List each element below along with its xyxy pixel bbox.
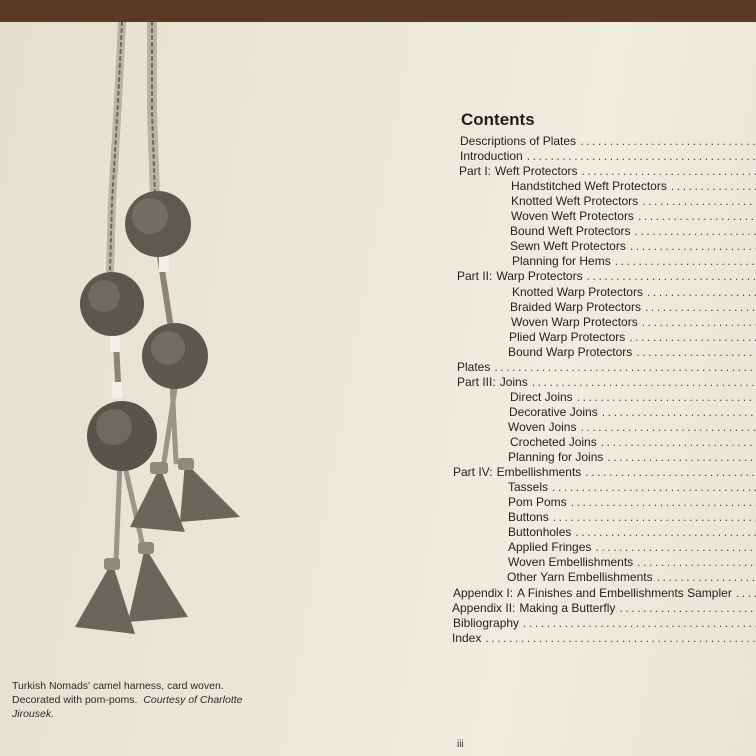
toc-leader-dots [619,601,756,616]
toc-entry [453,586,756,601]
toc-leader-dots [671,179,756,194]
toc-entry [508,345,756,360]
toc-leader-dots [494,360,756,375]
toc-entry-label: Woven Joins [508,419,577,434]
toc-entry [510,435,756,450]
toc-entry [508,510,756,525]
toc-entry-label: Handstitched Weft Protectors [511,179,667,194]
toc-entry-label: Planning for Hems [512,254,611,269]
toc-part-label: Appendix II: [452,600,516,615]
toc-entry [452,631,756,646]
toc-leader-dots [607,450,756,465]
toc-entry-label: Descriptions of Plates [460,134,577,148]
toc-entry-label: Bibliography [453,615,520,630]
toc-entry-label: A Finishes and Embellishments Sampler [517,585,732,600]
toc-entry [510,239,756,254]
book-page [0,22,756,756]
toc-entry-label: Warp Protectors [496,269,583,284]
toc-entry-label: Knotted Weft Protectors [511,194,639,209]
toc-leader-dots [601,435,756,450]
toc-entry-label: Knotted Warp Protectors [512,284,643,299]
toc-entry [512,254,756,269]
toc-entry-label: Crocheted Joins [510,435,597,449]
toc-leader-dots [553,510,756,525]
toc-entry-label: Applied Fringes [508,540,592,555]
toc-entry [508,540,756,555]
toc-entry-label: Planning for Joins [508,450,604,465]
toc-entry [511,179,756,194]
toc-leader-dots [647,285,756,300]
toc-leader-dots [527,149,756,164]
contents-title: Contents [461,110,535,129]
toc-leader-dots [577,390,756,405]
toc-leader-dots [485,631,756,646]
toc-leader-dots [582,164,756,179]
toc-entry [460,134,756,149]
toc-entry [452,601,756,616]
toc-leader-dots [532,375,756,390]
toc-entry-label: Joins [499,374,528,389]
toc-leader-dots [575,525,756,540]
toc-entry [508,450,756,465]
toc-entry-label: Buttons [508,510,549,525]
toc-entry-label: Bound Warp Protectors [508,344,633,359]
toc-entry [510,300,756,315]
toc-leader-dots [571,495,756,510]
toc-entry [508,495,756,510]
toc-entry [511,194,756,209]
toc-entry-label: Sewn Weft Protectors [510,239,626,254]
toc-leader-dots [645,300,756,315]
toc-leader-dots [523,616,756,631]
toc-leader-dots [736,586,756,601]
toc-entry [457,360,756,375]
toc-entry [460,149,756,164]
caption-line-1: Turkish Nomads' camel harness, card woven. [12,680,224,692]
toc-leader-dots [657,570,756,585]
toc-leader-dots [637,555,756,570]
toc-leader-dots [635,224,756,239]
toc-entry-label: Bound Weft Protectors [510,224,631,239]
toc-leader-dots [602,405,756,420]
toc-entry [509,405,756,420]
toc-entry-label: Decorative Joins [509,404,598,419]
caption-credit-name: Jirousek. [12,708,55,720]
toc-entry-label: Woven Warp Protectors [511,314,638,329]
toc-leader-dots [585,465,756,480]
toc-entry-label: Braided Warp Protectors [510,299,641,314]
toc-entry [508,420,756,435]
toc-leader-dots [595,540,756,555]
toc-leader-dots [629,330,756,345]
toc-entry [509,330,756,345]
toc-part-label: Part IV: [453,465,493,480]
toc-entry [453,465,756,480]
table-of-contents [0,22,756,756]
toc-entry [512,285,756,300]
caption-line-2-text: Decorated with pom-poms. [12,694,138,706]
toc-part-label: Part III: [457,374,496,389]
toc-part-label: Appendix I: [453,585,514,600]
toc-entry-label: Embellishments [496,465,582,480]
toc-entry-label: Weft Protectors [495,164,578,179]
toc-entry [511,315,756,330]
toc-entry-label: Buttonholes [508,525,572,540]
toc-entry [507,570,756,585]
toc-leader-dots [580,420,756,435]
toc-entry [511,209,756,224]
toc-leader-dots [580,134,756,149]
toc-leader-dots [642,194,756,209]
toc-leader-dots [615,254,756,269]
toc-entry-label: Plates [457,359,491,374]
toc-leader-dots [636,345,756,360]
toc-leader-dots [552,480,756,495]
toc-leader-dots [638,209,756,224]
toc-leader-dots [642,315,756,330]
toc-entry-label: Plied Warp Protectors [509,329,626,344]
toc-entry-label: Woven Weft Protectors [511,209,634,224]
toc-entry-label: Introduction [460,149,523,164]
caption-credit: Courtesy of Charlotte [143,694,243,706]
toc-entry [457,269,756,284]
toc-entry [459,164,756,179]
toc-entry [510,390,756,405]
toc-entry [508,525,756,540]
toc-entry [453,616,756,631]
toc-leader-dots [630,239,756,254]
toc-part-label: Part II: [457,269,493,284]
toc-entry-label: Making a Butterfly [519,600,616,615]
toc-part-label: Part I: [459,164,492,179]
toc-entry-label: Woven Embellishments [508,555,634,570]
toc-entry [508,555,756,570]
toc-entry-label: Pom Poms [508,495,567,510]
page-number: iii [457,739,464,750]
toc-entry [457,375,756,390]
toc-entry [508,480,756,495]
toc-leader-dots [587,269,756,284]
toc-entry-label: Other Yarn Embellishments [507,570,653,585]
toc-entry-label: Direct Joins [510,389,573,404]
toc-entry [510,224,756,239]
toc-entry-label: Tassels [508,480,549,495]
toc-entry-label: Index [452,630,482,645]
